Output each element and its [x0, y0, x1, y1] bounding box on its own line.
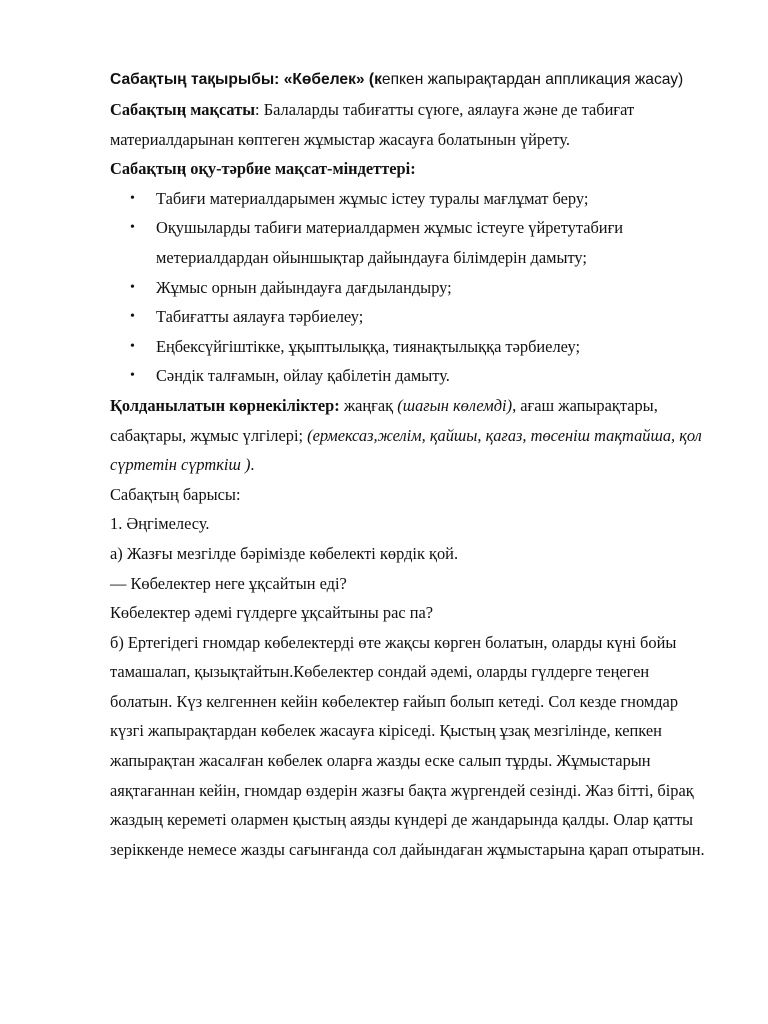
tasks-heading	[110, 154, 710, 184]
goal-label: Сабақтың мақсаты	[110, 100, 256, 119]
document-page	[110, 63, 710, 864]
goal-text: : Балаларды табиғатты сүюге, аялауға және де табиғат материалдарынан көптеген жұмыстар жасауға болатынын үйрету.	[110, 100, 635, 149]
tasks-heading-text: Сабақтың оқу-тәрбие мақсат-міндеттері:	[110, 159, 416, 179]
list-item	[110, 332, 710, 362]
paragraph-a: а) Жазғы мезгілде бәрімізде көбелекті көрдік қой.	[110, 543, 459, 563]
list-item-text: Табиғатты аялауға тәрбиелеу;	[156, 307, 364, 327]
title-rest: епкен жапырақтардан аппликация жасау)	[381, 71, 684, 88]
step-1: 1. Әңгімелесу.	[110, 514, 210, 534]
list-item-text: Жұмыс орнын дайындауға дағдыландыру;	[156, 277, 452, 297]
list-item	[110, 302, 710, 332]
visuals-italic-2: (ермексаз,желім, қайшы, қағаз, төсеніш тақтайша, қол сүртетін сүрткіш )	[110, 425, 702, 475]
title-paren: (к	[364, 71, 382, 88]
title-topic: «Көбелек»	[283, 71, 365, 88]
list-item	[110, 273, 710, 303]
lesson-progress-heading: Сабақтың барысы:	[110, 484, 241, 504]
bullet-icon: •	[130, 338, 135, 354]
list-item	[110, 184, 710, 214]
list-item-text: Оқушыларды табиғи материалдармен жұмыс істеуге үйретутабиғи метериалдардан ойыншықтар дайындауға білімдерін дамыту;	[156, 218, 624, 267]
bullet-icon: •	[130, 309, 135, 325]
tasks-list	[110, 184, 710, 391]
list-item	[110, 361, 710, 391]
bullet-icon: •	[130, 190, 135, 206]
visuals-text-1: жаңғақ	[339, 395, 398, 415]
bullet-icon: •	[130, 279, 135, 295]
bullet-icon: •	[130, 368, 135, 384]
lesson-goal	[110, 95, 710, 154]
bullet-icon: •	[130, 220, 135, 236]
list-item-text: Сәндік талғамын, ойлау қабілетін дамыту.	[156, 366, 450, 386]
visuals-label: Қолданылатын көрнекіліктер:	[110, 395, 340, 415]
visuals-italic-1: (шағын көлемді)	[397, 395, 513, 415]
list-item-text: Табиғи материалдарымен жұмыс істеу туралы мағлұмат беру;	[156, 188, 589, 208]
question-1: — Көбелектер неге ұқсайтын еді?	[110, 573, 347, 593]
visuals-text-2: , ағаш жапырақтары, сабақтары, жұмыс үлгілері;	[110, 395, 658, 445]
visuals-text-3: .	[250, 455, 255, 475]
question-2: Көбелектер әдемі гүлдерге ұқсайтыны рас па?	[110, 603, 434, 623]
lesson-title	[110, 63, 710, 95]
title-label: Сабақтың тақырыбы:	[110, 71, 284, 88]
list-item	[110, 213, 710, 272]
visuals-paragraph	[110, 391, 710, 480]
list-item-text: Еңбексүйгіштікке, ұқыптылыққа, тиянақтылыққа тәрбиелеу;	[156, 336, 581, 356]
paragraph-b: б) Ертегідегі гномдар көбелектерді өте жақсы көрген болатын, оларды күні бойы тамашалап, қызықтайтын.Көбелектер сондай әдемі, оларды гүлдерге теңеген болатын. Күз келгеннен кейін көбелектер ғайып болып кетеді. Сол кезде гномдар күзгі жапырақтардан көбелек жасауға кіріседі. Қыстың ұзақ мезгілінде, кепкен жапырақтан жасалған көбелек оларға жазды еске салып тұрды. Жұмыстарын аяқтағаннан кейін, гномдар өздерін жазғы бақта жүргендей сезінді. Жаз бітті, бірақ жаздың кереметі олармен қыстың аязды күндері де жандарында қалды. Олар қатты зеріккенде немесе жазды сағынғанда сол дайындаған жұмыстарына қарап отыратын.	[110, 632, 705, 859]
